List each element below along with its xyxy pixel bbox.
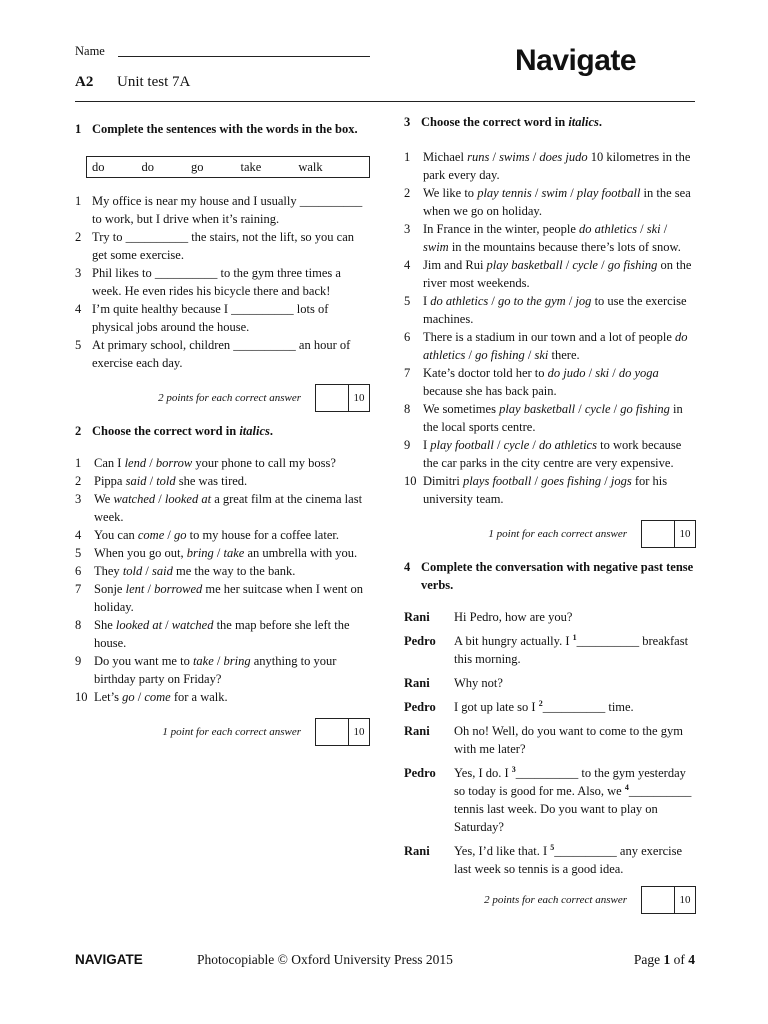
item-text-fragment: / <box>164 528 174 542</box>
item-text-fragment: / <box>142 564 152 578</box>
ex2-heading <box>75 422 370 440</box>
speaker-name: Pedro <box>404 766 436 780</box>
item-text-fragment: There is a stadium in our town and a lot of people <box>423 330 676 344</box>
word-choice[interactable]: ski <box>534 348 549 362</box>
word-choice[interactable]: play football <box>430 438 494 452</box>
ex2-item <box>75 580 370 616</box>
item-text-fragment: / <box>562 258 573 272</box>
word-box-item: do <box>141 160 154 174</box>
ex2-item-text <box>94 562 370 580</box>
item-text-fragment: Dimitri <box>423 474 463 488</box>
word-choice[interactable]: do athletics <box>538 438 597 452</box>
word-choice[interactable]: do judo <box>547 366 586 380</box>
item-text-fragment: your phone to call my boss? <box>192 456 336 470</box>
item-text-fragment: / <box>660 222 668 236</box>
word-choice[interactable]: lend <box>124 456 147 470</box>
ex2-item-number: 1 <box>75 456 82 470</box>
ex3-item-number: 3 <box>404 222 411 236</box>
item-text-fragment: I <box>423 438 431 452</box>
name-line <box>118 56 370 57</box>
item-text-fragment: to work because the car parks in the city centre are very expensive. <box>423 438 682 470</box>
ex3-item <box>404 328 696 364</box>
item-text-fragment: / <box>597 258 608 272</box>
word-choice[interactable]: bring <box>186 546 214 560</box>
name-label: Name <box>75 44 105 58</box>
item-text-fragment: / <box>489 150 500 164</box>
gap-number: 3 <box>511 764 516 774</box>
gap-number: 1 <box>572 632 577 642</box>
ex4-score-input-box[interactable] <box>641 886 674 914</box>
item-text-fragment: me her suitcase when I went on holiday. <box>94 582 363 614</box>
ex2-item-text <box>94 490 370 526</box>
ex3-instruction-italic: italics <box>568 115 599 129</box>
word-choice[interactable]: bring <box>223 654 251 668</box>
conversation-line <box>404 632 696 668</box>
ex3-item-text <box>423 184 696 220</box>
ex2-instruction-end: . <box>269 424 273 438</box>
item-text-fragment: Do you want me to <box>94 654 193 668</box>
ex3-item <box>404 184 696 220</box>
item-text-fragment: Pippa <box>94 474 126 488</box>
word-choice[interactable]: go fishing <box>607 258 658 272</box>
word-choice[interactable]: go fishing <box>620 402 670 416</box>
ex3-item-text <box>423 472 696 508</box>
word-choice[interactable]: said <box>152 564 173 578</box>
ex3-item <box>404 364 696 400</box>
ex3-item-text <box>423 256 696 292</box>
ex4-number: 4 <box>404 560 411 574</box>
ex3-item-text <box>423 364 696 400</box>
page-of: of <box>670 952 689 967</box>
item-text-fragment: / <box>134 690 145 704</box>
ex4-instruction: Complete the conversation with negative past tense verbs. <box>421 560 694 592</box>
ex3-instruction: Choose the correct word in <box>421 115 569 129</box>
ex1-heading <box>75 120 370 138</box>
word-choice[interactable]: goes fishing <box>541 474 602 488</box>
ex2-item-text <box>94 472 370 490</box>
ex3-list <box>404 148 696 508</box>
page-total: 4 <box>688 952 695 967</box>
word-choice[interactable]: do athletics <box>579 222 638 236</box>
word-choice[interactable]: cycle <box>584 402 611 416</box>
item-text-fragment: for a walk. <box>170 690 228 704</box>
ex2-item <box>75 616 370 652</box>
item-text-fragment: to my house for a coffee later. <box>186 528 339 542</box>
item-text-fragment: We sometimes <box>423 402 500 416</box>
item-text-fragment: / <box>465 348 476 362</box>
ex3-item-text <box>423 148 696 184</box>
word-choice[interactable]: go <box>122 690 135 704</box>
ex2-item-number: 8 <box>75 618 82 632</box>
ex1-item-text: Phil likes to __________ to the gym three times a week. He even rides his bicycle there and back! <box>92 266 341 298</box>
conversation-line <box>404 764 696 836</box>
ex2-instruction: Choose the correct word in <box>92 424 240 438</box>
word-choice[interactable]: play football <box>576 186 641 200</box>
word-choice[interactable]: swim <box>423 240 449 254</box>
ex3-item-number: 5 <box>404 294 411 308</box>
item-text-fragment: / <box>610 402 621 416</box>
ex2-number: 2 <box>75 424 82 438</box>
ex3-item <box>404 472 696 508</box>
conversation-line <box>404 674 696 692</box>
item-text-fragment: Can I <box>94 456 125 470</box>
ex3-item-number: 4 <box>404 258 411 272</box>
ex2-item <box>75 472 370 490</box>
line-fragment: Oh no! Well, do you want to come to the gym with me later? <box>454 724 683 756</box>
level-label: A2 <box>75 74 94 90</box>
ex3-item <box>404 292 696 328</box>
item-text-fragment: / <box>524 348 535 362</box>
line-text <box>454 842 696 878</box>
ex2-item <box>75 454 370 472</box>
conversation-line <box>404 722 696 758</box>
conversation-line <box>404 608 696 626</box>
word-choice[interactable]: borrowed <box>154 582 203 596</box>
ex4-score-label: 2 points for each correct answer <box>484 894 627 906</box>
item-text-fragment: for his university team. <box>423 474 668 506</box>
line-fragment: Yes, I’d like that. I <box>454 844 551 858</box>
word-choice[interactable]: said <box>125 474 147 488</box>
speaker-name: Rani <box>404 724 430 738</box>
word-choice[interactable]: jog <box>575 294 592 308</box>
ex1-instruction: Complete the sentences with the words in the box. <box>92 122 358 136</box>
page-number <box>634 951 695 969</box>
line-fragment: Hi Pedro, how are you? <box>454 610 573 624</box>
item-text-fragment: Let’s <box>94 690 123 704</box>
item-text-fragment: / <box>213 654 224 668</box>
line-fragment: I got up late so I <box>454 700 539 714</box>
ex2-score-max: 10 <box>348 718 370 746</box>
ex2-item-text <box>94 526 370 544</box>
line-fragment: A bit hungry actually. I <box>454 634 573 648</box>
gap-number: 5 <box>550 842 555 852</box>
item-text-fragment: / <box>529 438 539 452</box>
word-choice[interactable]: cycle <box>503 438 530 452</box>
item-text-fragment: / <box>585 366 596 380</box>
word-choice[interactable]: told <box>156 474 176 488</box>
item-text-fragment: an umbrella with you. <box>244 546 358 560</box>
word-choice[interactable]: come <box>137 528 165 542</box>
word-choice[interactable]: take <box>192 654 214 668</box>
item-text-fragment: / <box>567 186 577 200</box>
ex3-item <box>404 220 696 256</box>
ex3-item-number: 7 <box>404 366 411 380</box>
ex2-item-number: 6 <box>75 564 82 578</box>
item-text-fragment: We like to <box>423 186 478 200</box>
ex2-item <box>75 490 370 526</box>
ex4-heading <box>404 558 696 594</box>
item-text-fragment: / <box>144 582 155 596</box>
line-fragment: Yes, I do. I <box>454 766 512 780</box>
word-choice[interactable]: do yoga <box>618 366 659 380</box>
item-text-fragment: / <box>601 474 611 488</box>
ex1-score-max: 10 <box>348 384 370 412</box>
ex2-score-label: 1 point for each correct answer <box>162 726 301 738</box>
right-column <box>404 113 696 924</box>
ex2-list <box>75 454 370 706</box>
word-choice[interactable]: lent <box>125 582 145 596</box>
word-box <box>86 156 370 178</box>
ex2-item-number: 7 <box>75 582 82 596</box>
ex2-item <box>75 688 370 706</box>
ex2-item-text <box>94 544 370 562</box>
ex2-instruction-italic: italics <box>239 424 270 438</box>
conversation <box>404 608 696 878</box>
item-text-fragment: In France in the winter, people <box>423 222 580 236</box>
line-fragment: __________ breakfast this morning. <box>454 634 689 666</box>
ex2-item-text <box>94 580 370 616</box>
item-text-fragment: / <box>155 492 165 506</box>
ex2-item-number: 9 <box>75 654 82 668</box>
ex1-item: 2 Try to __________ the stairs, not the lift, so you can get some exercise. <box>75 228 370 264</box>
item-text-fragment: / <box>565 294 576 308</box>
ex3-item-number: 6 <box>404 330 411 344</box>
item-text-fragment: She <box>94 618 116 632</box>
item-text-fragment: in the mountains because there’s lots of snow. <box>448 240 681 254</box>
speaker-name: Pedro <box>404 634 436 648</box>
word-choice[interactable]: play basketball <box>486 258 563 272</box>
ex1-item: 1 My office is near my house and I usually __________ to work, but I drive when it’s raining. <box>75 192 370 228</box>
word-box-item: walk <box>298 160 323 174</box>
word-box-item: take <box>240 160 262 174</box>
word-choice[interactable]: swim <box>541 186 568 200</box>
ex1-item: 4 I’m quite healthy because I __________ lots of physical jobs around the house. <box>75 300 370 336</box>
ex3-instruction-end: . <box>598 115 602 129</box>
word-choice[interactable]: jogs <box>610 474 632 488</box>
item-text-fragment: / <box>609 366 619 380</box>
word-choice[interactable]: runs <box>467 150 490 164</box>
ex2-score-input-box[interactable] <box>315 718 348 746</box>
ex3-score-label: 1 point for each correct answer <box>488 528 627 540</box>
ex2-item <box>75 526 370 544</box>
item-text-fragment: she was tired. <box>175 474 248 488</box>
word-box-item: do <box>92 160 105 174</box>
item-text-fragment: / <box>146 456 156 470</box>
gap-number: 2 <box>538 698 543 708</box>
ex1-item-text: My office is near my house and I usually __________ to work, but I drive when it’s raining. <box>92 194 363 226</box>
line-fragment: __________ any exercise last week so tennis is a good idea. <box>454 844 683 876</box>
item-text-fragment: / <box>531 186 542 200</box>
line-text <box>454 764 696 836</box>
speaker-name: Rani <box>404 844 430 858</box>
ex4-score-max: 10 <box>674 886 696 914</box>
line-fragment: Why not? <box>454 676 503 690</box>
line-text <box>454 698 696 716</box>
item-text-fragment: Michael <box>423 150 468 164</box>
item-text-fragment: / <box>488 294 499 308</box>
ex2-score <box>75 718 370 746</box>
ex3-heading <box>404 113 696 131</box>
item-text-fragment: 10 kilometres in the park every day. <box>423 150 691 182</box>
ex3-item-number: 10 <box>404 474 417 488</box>
ex4-score <box>404 886 696 914</box>
footer-brand: NAVIGATE <box>75 952 143 967</box>
item-text-fragment: / <box>493 438 504 452</box>
item-text-fragment: You can <box>94 528 138 542</box>
ex2-item-number: 5 <box>75 546 82 560</box>
gap-number: 4 <box>624 782 629 792</box>
ex1-number: 1 <box>75 122 82 136</box>
ex1-score-label: 2 points for each correct answer <box>158 392 301 404</box>
ex3-item-number: 2 <box>404 186 411 200</box>
ex3-score-input-box[interactable] <box>641 520 674 548</box>
ex3-score <box>404 520 696 548</box>
word-choice[interactable]: cycle <box>572 258 598 272</box>
word-choice[interactable]: watched <box>113 492 156 506</box>
word-choice[interactable]: go <box>173 528 187 542</box>
word-choice[interactable]: plays football <box>462 474 532 488</box>
ex2-item <box>75 544 370 562</box>
word-choice[interactable]: watched <box>171 618 214 632</box>
ex1-item-text: At primary school, children __________ an hour of exercise each day. <box>92 338 351 370</box>
line-fragment: __________ time. <box>542 700 634 714</box>
item-text-fragment: the map before she left the house. <box>94 618 350 650</box>
item-text-fragment: Sonje <box>94 582 126 596</box>
word-choice[interactable]: looked at <box>115 618 163 632</box>
item-text-fragment: a great film at the cinema last week. <box>94 492 363 524</box>
ex1-item: 5 At primary school, children __________ an hour of exercise each day. <box>75 336 370 372</box>
speaker-name: Rani <box>404 676 430 690</box>
word-choice[interactable]: looked at <box>164 492 212 506</box>
item-text-fragment: I <box>423 294 431 308</box>
ex3-item <box>404 256 696 292</box>
ex2-item-number: 3 <box>75 492 82 506</box>
item-text-fragment: on the river most weekends. <box>423 258 692 290</box>
footer <box>75 951 695 969</box>
word-choice[interactable]: do athletics <box>423 330 688 362</box>
item-text-fragment: / <box>529 150 540 164</box>
item-text-fragment: / <box>637 222 647 236</box>
ex3-item-text <box>423 292 696 328</box>
ex2-item-number: 10 <box>75 690 88 704</box>
ex2-item-number: 4 <box>75 528 82 542</box>
item-text-fragment: because she has back pain. <box>423 384 557 398</box>
ex3-item-text <box>423 220 696 256</box>
ex1-score-input-box[interactable] <box>315 384 348 412</box>
ex3-item-number: 1 <box>404 150 411 164</box>
ex2-item-number: 2 <box>75 474 82 488</box>
conversation-line <box>404 842 696 878</box>
item-text-fragment: anything to your birthday party on Friday? <box>94 654 337 686</box>
word-choice[interactable]: does judo <box>539 150 588 164</box>
line-text <box>454 608 696 626</box>
item-text-fragment: When you go out, <box>94 546 187 560</box>
ex3-item <box>404 148 696 184</box>
ex1-list <box>75 192 370 372</box>
ex3-item-text <box>423 328 696 364</box>
ex2-item <box>75 652 370 688</box>
item-text-fragment: to use the exercise machines. <box>423 294 687 326</box>
ex2-item-text <box>94 652 370 688</box>
word-choice[interactable]: play tennis <box>477 186 532 200</box>
word-choice[interactable]: go to the gym <box>498 294 566 308</box>
ex3-number: 3 <box>404 115 411 129</box>
word-choice[interactable]: do athletics <box>430 294 489 308</box>
footer-copyright: Photocopiable © Oxford University Press 2015 <box>197 952 453 967</box>
item-text-fragment: / <box>213 546 224 560</box>
ex1-score <box>75 384 370 412</box>
ex1-item-text: I’m quite healthy because I __________ lots of physical jobs around the house. <box>92 302 329 334</box>
line-fragment: __________ to the gym yesterday so today is good for me. Also, we <box>454 766 686 798</box>
item-text-fragment: / <box>575 402 585 416</box>
word-choice[interactable]: ski <box>595 366 610 380</box>
navigate-logo: Navigate <box>515 44 637 77</box>
page-current: 1 <box>663 952 671 967</box>
item-text-fragment: Kate’s doctor told her to <box>423 366 548 380</box>
ex2-item-text <box>94 616 370 652</box>
ex3-item-number: 9 <box>404 438 411 452</box>
conversation-line <box>404 698 696 716</box>
ex3-item <box>404 400 696 436</box>
word-choice[interactable]: swims <box>499 150 530 164</box>
line-text <box>454 674 696 692</box>
item-text-fragment: They <box>94 564 123 578</box>
line-fragment: __________ tennis last week. Do you want to play on Saturday? <box>454 784 692 834</box>
word-choice[interactable]: told <box>122 564 143 578</box>
word-choice[interactable]: go fishing <box>475 348 525 362</box>
item-text-fragment: / <box>531 474 542 488</box>
ex1-item: 3 Phil likes to __________ to the gym three times a week. He even rides his bicycle there and back! <box>75 264 370 300</box>
speaker-name: Rani <box>404 610 430 624</box>
speaker-name: Pedro <box>404 700 436 714</box>
ex3-item-number: 8 <box>404 402 411 416</box>
ex2-item-text <box>94 454 370 472</box>
ex2-item <box>75 562 370 580</box>
unit-title: Unit test 7A <box>117 74 191 90</box>
item-text-fragment: in the sea when we go on holiday. <box>423 186 691 218</box>
item-text-fragment: there. <box>548 348 580 362</box>
word-choice[interactable]: take <box>223 546 245 560</box>
line-text <box>454 722 696 758</box>
item-text-fragment: / <box>162 618 172 632</box>
item-text-fragment: in the local sports centre. <box>423 402 683 434</box>
word-box-item: go <box>191 160 204 174</box>
word-choice[interactable]: ski <box>646 222 661 236</box>
left-column <box>75 120 370 756</box>
item-text-fragment: We <box>94 492 114 506</box>
ex3-item-text <box>423 400 696 436</box>
item-text-fragment: Jim and Rui <box>423 258 487 272</box>
ex3-item <box>404 436 696 472</box>
ex1-item-text: Try to __________ the stairs, not the lift, so you can get some exercise. <box>92 230 355 262</box>
item-text-fragment: / <box>146 474 157 488</box>
header-rule <box>75 101 695 102</box>
word-choice[interactable]: borrow <box>155 456 193 470</box>
line-text <box>454 632 696 668</box>
page-prefix: Page <box>633 952 664 967</box>
word-choice[interactable]: play basketball <box>499 402 576 416</box>
word-choice[interactable]: come <box>144 690 171 704</box>
item-text-fragment: me the way to the bank. <box>172 564 296 578</box>
ex3-item-text <box>423 436 696 472</box>
ex2-item-text <box>94 688 370 706</box>
ex3-score-max: 10 <box>674 520 696 548</box>
